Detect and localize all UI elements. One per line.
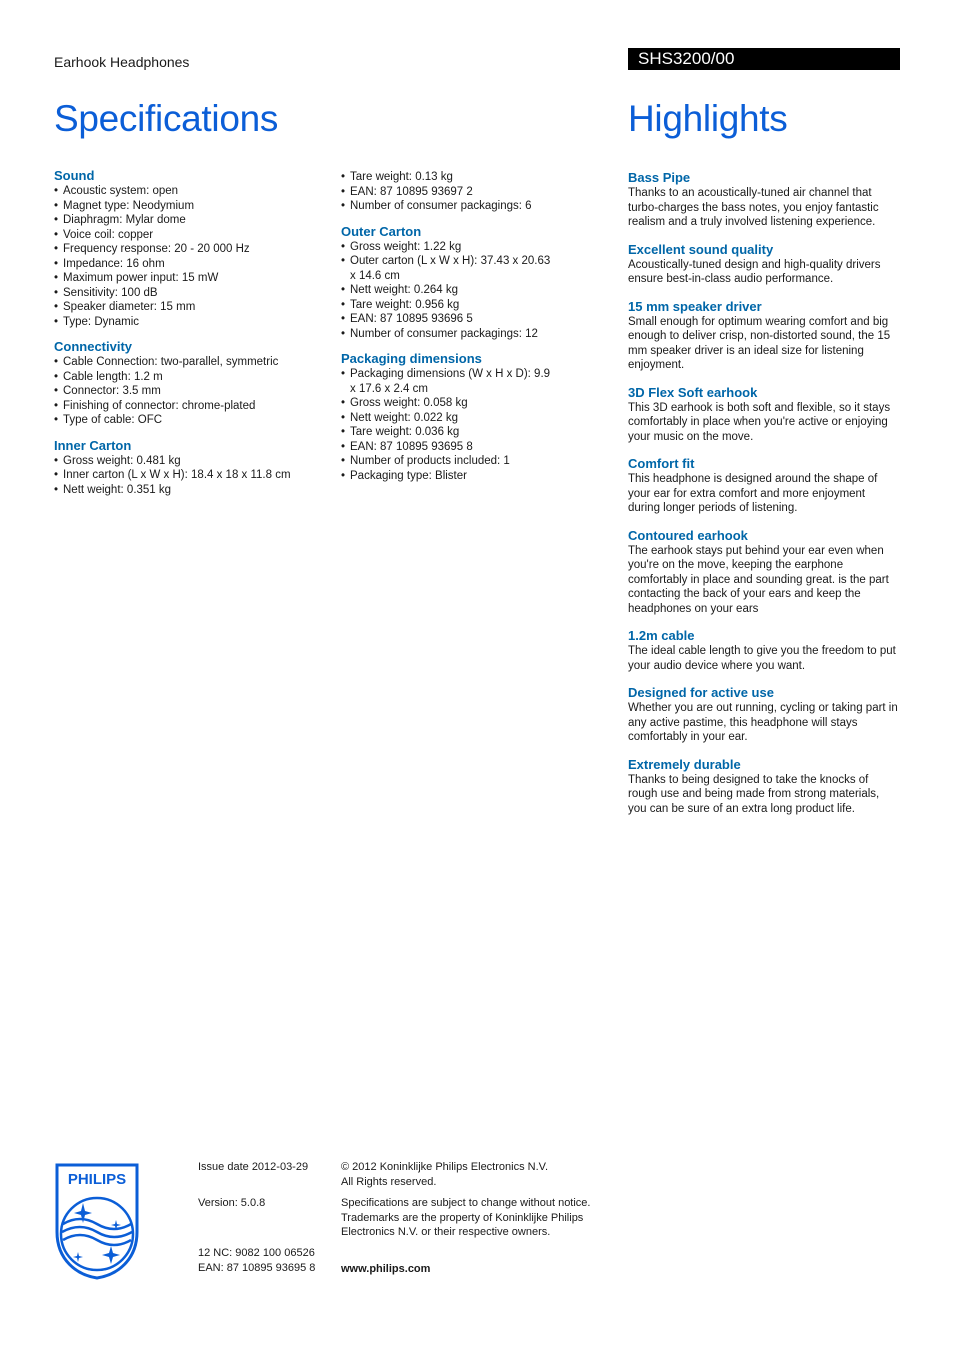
spec-item: • Packaging type: Blister xyxy=(341,469,551,484)
highlight-3d-flex-soft-earhook xyxy=(628,385,900,445)
highlight-contoured-earhook xyxy=(628,528,900,617)
spec-item: • Sensitivity: 100 dB xyxy=(54,286,324,301)
spec-item: • Tare weight: 0.956 kg xyxy=(341,298,551,313)
highlight-text: This 3D earhook is both soft and flexible, so it stays comfortably in place when you're active or enjoying your music on the move. xyxy=(628,401,891,443)
spec-list-packaging-dimensions xyxy=(341,367,551,483)
highlight-bass-pipe xyxy=(628,170,900,230)
spec-item: • Cable length: 1.2 m xyxy=(54,370,324,385)
highlight-title: Contoured earhook xyxy=(628,527,748,543)
spec-item: • Diaphragm: Mylar dome xyxy=(54,213,324,228)
spec-column-1 xyxy=(54,168,324,507)
spec-item: • Gross weight: 0.058 kg xyxy=(341,396,551,411)
copyright-line-2: All Rights reserved. xyxy=(341,1175,437,1188)
spec-item: • Number of products included: 1 xyxy=(341,454,551,469)
highlight-title: Extremely durable xyxy=(628,756,741,772)
spec-item: • Gross weight: 1.22 kg xyxy=(341,240,551,255)
spec-item: • Speaker diameter: 15 mm xyxy=(54,300,324,315)
spec-item: • Type: Dynamic xyxy=(54,315,324,330)
spec-list-sound xyxy=(54,184,324,329)
issue-date: Issue date 2012-03-29 xyxy=(198,1161,309,1173)
highlight-title: Designed for active use xyxy=(628,685,774,700)
product-type: Earhook Headphones xyxy=(54,54,190,70)
spec-list-connectivity xyxy=(54,355,324,428)
version: Version: 5.0.8 xyxy=(198,1196,266,1209)
spec-item: • Magnet type: Neodymium xyxy=(54,199,324,214)
spec-item: • Tare weight: 0.036 kg xyxy=(341,425,551,440)
spec-item: • Voice coil: copper xyxy=(54,228,324,243)
highlight-extremely-durable xyxy=(628,757,900,817)
specifications-title: Specifications xyxy=(54,98,279,139)
spec-item: • Gross weight: 0.481 kg xyxy=(54,454,324,469)
website-link[interactable]: www.philips.com xyxy=(341,1262,431,1275)
spec-item: • EAN: 87 10895 93696 5 xyxy=(341,312,551,327)
highlight-text: Thanks to being designed to take the knocks of rough use and being made from strong materials, you can be sure of an extra long product life. xyxy=(628,773,880,815)
highlights-title: Highlights xyxy=(628,98,788,139)
highlight-text: Thanks to an acoustically-tuned air channel that turbo-charges the bass notes, you enjoy fantastic realism and a truly involved listening experience. xyxy=(628,187,879,228)
highlight-title: 3D Flex Soft earhook xyxy=(628,384,758,400)
spec-item: • Nett weight: 0.264 kg xyxy=(341,283,551,298)
spec-item: • Tare weight: 0.13 kg xyxy=(341,170,551,185)
section-title-inner-carton: Inner Carton xyxy=(54,437,132,453)
highlight-designed-for-active-use xyxy=(628,685,900,745)
section-title-packaging-dimensions: Packaging dimensions xyxy=(341,351,482,366)
spec-list-inner-carton xyxy=(54,454,324,498)
spec-item: • Connector: 3.5 mm xyxy=(54,384,324,399)
spec-item: • Inner carton (L x W x H): 18.4 x 18 x 11.8 cm xyxy=(54,468,324,483)
spec-list-outer-carton xyxy=(341,240,551,342)
section-title-sound: Sound xyxy=(54,168,95,183)
highlight-text: Acoustically-tuned design and high-quality drivers ensure best-in-class audio performance. xyxy=(628,258,881,285)
section-title-connectivity: Connectivity xyxy=(54,339,133,354)
legal-notice: Specifications are subject to change without notice. Trademarks are the property of Koninklijke Philips Electronics N.V. or their respective owners. xyxy=(341,1197,591,1238)
spec-item: • Maximum power input: 15 mW xyxy=(54,271,324,286)
highlights-column xyxy=(628,170,900,828)
spec-item: • EAN: 87 10895 93697 2 xyxy=(341,185,551,200)
highlight-text: Small enough for optimum wearing comfort and big enough to deliver crisp, non-distorted sound, the 15 mm speaker driver is an ideal size for listening enjoyment. xyxy=(628,315,891,371)
highlight-text: The ideal cable length to give you the freedom to put your audio device where you want. xyxy=(628,645,896,672)
model-number-bar: SHS3200/00 xyxy=(628,48,900,70)
spec-item: • Packaging dimensions (W x H x D): 9.9 x 17.6 x 2.4 cm xyxy=(341,367,551,396)
spec-item: • EAN: 87 10895 93695 8 xyxy=(341,440,551,455)
spec-item: • Number of consumer packagings: 6 xyxy=(341,199,551,214)
logo-wordmark: PHILIPS xyxy=(67,1171,127,1188)
spec-item: • Number of consumer packagings: 12 xyxy=(341,327,551,342)
highlight-title: 1.2m cable xyxy=(628,628,695,643)
spec-item: • Outer carton (L x W x H): 37.43 x 20.63 x 14.6 cm xyxy=(341,254,551,283)
spec-item: • Nett weight: 0.351 kg xyxy=(54,483,324,498)
highlight-comfort-fit xyxy=(628,456,900,516)
highlight-title: Bass Pipe xyxy=(628,170,691,185)
spec-item: • Finishing of connector: chrome-plated xyxy=(54,399,324,414)
nc-number: 12 NC: 9082 100 06526 xyxy=(198,1247,315,1259)
footer-legal xyxy=(341,1160,601,1276)
spec-column-2 xyxy=(341,170,551,493)
spec-item: • Frequency response: 20 - 20 000 Hz xyxy=(54,242,324,257)
spec-item: • Acoustic system: open xyxy=(54,184,324,199)
section-title-outer-carton: Outer Carton xyxy=(341,223,422,239)
highlight-text: The earhook stays put behind your ear even when you're on the move, keeping the earphone comfortably in place and sounding great. is the part contacting the back of your ears and keep the headphones on your ears xyxy=(628,544,889,615)
spec-item: • Impedance: 16 ohm xyxy=(54,257,324,272)
highlight-text: This headphone is designed around the shape of your ear for extra comfort and more enjoyment during longer periods of listening. xyxy=(628,473,878,514)
highlight-title: Comfort fit xyxy=(628,456,695,471)
highlight-text: Whether you are out running, cycling or taking part in any active pastime, this headphone will stays comfortably in your ear. xyxy=(628,702,898,743)
highlight-title: Excellent sound quality xyxy=(628,241,774,257)
highlight-title: 15 mm speaker driver xyxy=(628,298,762,314)
copyright-line-1: © 2012 Koninklijke Philips Electronics N.V. xyxy=(341,1161,549,1173)
tare-continuation-list xyxy=(341,170,551,214)
ean-number: EAN: 87 10895 93695 8 xyxy=(198,1261,316,1274)
spec-item: • Type of cable: OFC xyxy=(54,413,324,428)
philips-shield-logo xyxy=(54,1162,140,1280)
footer-issue-info xyxy=(198,1160,328,1275)
highlight-1-2m-cable xyxy=(628,628,900,673)
highlight-excellent-sound-quality xyxy=(628,242,900,287)
spec-item: • Nett weight: 0.022 kg xyxy=(341,411,551,426)
spec-item: • Cable Connection: two-parallel, symmetric xyxy=(54,355,324,370)
highlight-15-mm-speaker-driver xyxy=(628,299,900,373)
